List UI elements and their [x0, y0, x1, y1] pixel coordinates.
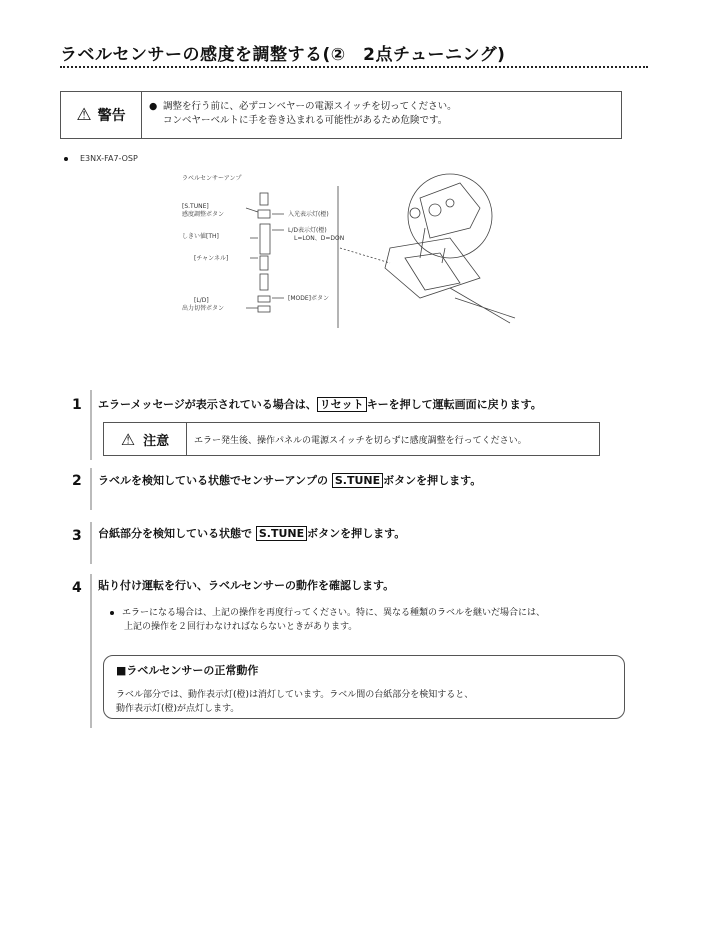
bullet-icon	[110, 611, 114, 615]
caution-triangle-icon: ⚠	[120, 429, 136, 449]
normal-operation-title: ■ラベルセンサーの正常動作	[116, 664, 259, 677]
bullet-icon	[64, 157, 68, 161]
step-3-number: 3	[72, 528, 82, 544]
diagram-mode-button: [MODE]ボタン	[288, 295, 329, 302]
warning-header	[61, 92, 142, 138]
step-2-bar	[90, 468, 92, 510]
sensor-diagram	[180, 168, 520, 338]
warning-box	[60, 91, 622, 139]
step-4-bar	[90, 574, 92, 728]
diagram-stune-label: [S.TUNE]	[182, 203, 209, 210]
normal-operation-text	[116, 688, 473, 716]
step-3-bar	[90, 522, 92, 564]
diagram-threshold: しきい値[TH]	[182, 233, 219, 240]
stune-key: S.TUNE	[256, 526, 307, 541]
note	[110, 606, 545, 634]
step-4-number: 4	[72, 580, 82, 596]
page-title: ラベルセンサーの感度を調整する(② 2点チューニング)	[60, 45, 506, 65]
warning-text	[149, 100, 457, 128]
title-divider	[60, 66, 648, 68]
step-2-pre: ラベルを検知している状態でセンサーアンプの	[98, 474, 332, 487]
step-2-text	[98, 472, 481, 488]
step-2-post: ボタンを押します。	[383, 474, 482, 487]
caution-header	[104, 423, 187, 455]
model-line	[64, 154, 138, 163]
step-3-post: ボタンを押します。	[307, 527, 406, 540]
step-2-number: 2	[72, 473, 82, 489]
warning-line-2: コンベヤーベルトに手を巻き込まれる可能性があるため危険です。	[163, 115, 448, 126]
step-1-text	[98, 396, 542, 412]
operation-line-1: ラベル部分では、動作表示灯(橙)は消灯しています。ラベル間の台紙部分を検知すると、	[116, 690, 474, 700]
warning-triangle-icon: ⚠	[76, 105, 92, 125]
model-name: E3NX-FA7-OSP	[80, 154, 138, 163]
diagram-ld-indicator: L/D表示灯(橙)	[288, 227, 327, 234]
diagram-lo-label: [L/D]	[194, 297, 209, 304]
bullet-icon: ●	[149, 101, 158, 112]
reset-key: リセット	[317, 397, 367, 412]
note-line-2: 上記の操作を２回行わなければならないときがあります。	[124, 622, 358, 632]
normal-operation-box	[103, 655, 625, 719]
step-3-text	[98, 525, 405, 541]
warning-label: 警告	[97, 108, 126, 124]
operation-line-2: 動作表示灯(橙)が点灯します。	[116, 704, 240, 714]
stune-key: S.TUNE	[332, 473, 383, 488]
diagram-amp-label: ラベルセンサーアンプ	[182, 175, 242, 182]
diagram-stune-button: 感度調整ボタン	[182, 211, 225, 218]
step-1-post: キーを押して運転画面に戻ります。	[366, 398, 542, 411]
step-1-bar	[90, 390, 92, 460]
warning-line-1: 調整を行う前に、必ずコンベヤーの電源スイッチを切ってください。	[163, 101, 457, 112]
diagram-ld-sub: L=LON、D=DON	[294, 235, 345, 242]
caution-label: 注意	[143, 433, 170, 449]
diagram-incident: 入光表示灯(橙)	[288, 211, 329, 218]
note-line-1: エラーになる場合は、上記の操作を再度行ってください。特に、異なる種類のラベルを継いだ場合には、	[122, 608, 546, 618]
step-3-pre: 台紙部分を検知している状態で	[98, 527, 256, 540]
step-4-text: 貼り付け運転を行い、ラベルセンサーの動作を確認します。	[98, 579, 395, 592]
diagram-channel: [チャンネル]	[194, 255, 229, 262]
caution-text: エラー発生後、操作パネルの電源スイッチを切らずに感度調整を行ってください。	[194, 436, 527, 446]
step-1-pre: エラーメッセージが表示されている場合は、	[98, 398, 317, 411]
diagram-lo-button: 出力切替ボタン	[182, 305, 225, 312]
step-1-number: 1	[72, 397, 82, 413]
caution-box	[103, 422, 600, 456]
